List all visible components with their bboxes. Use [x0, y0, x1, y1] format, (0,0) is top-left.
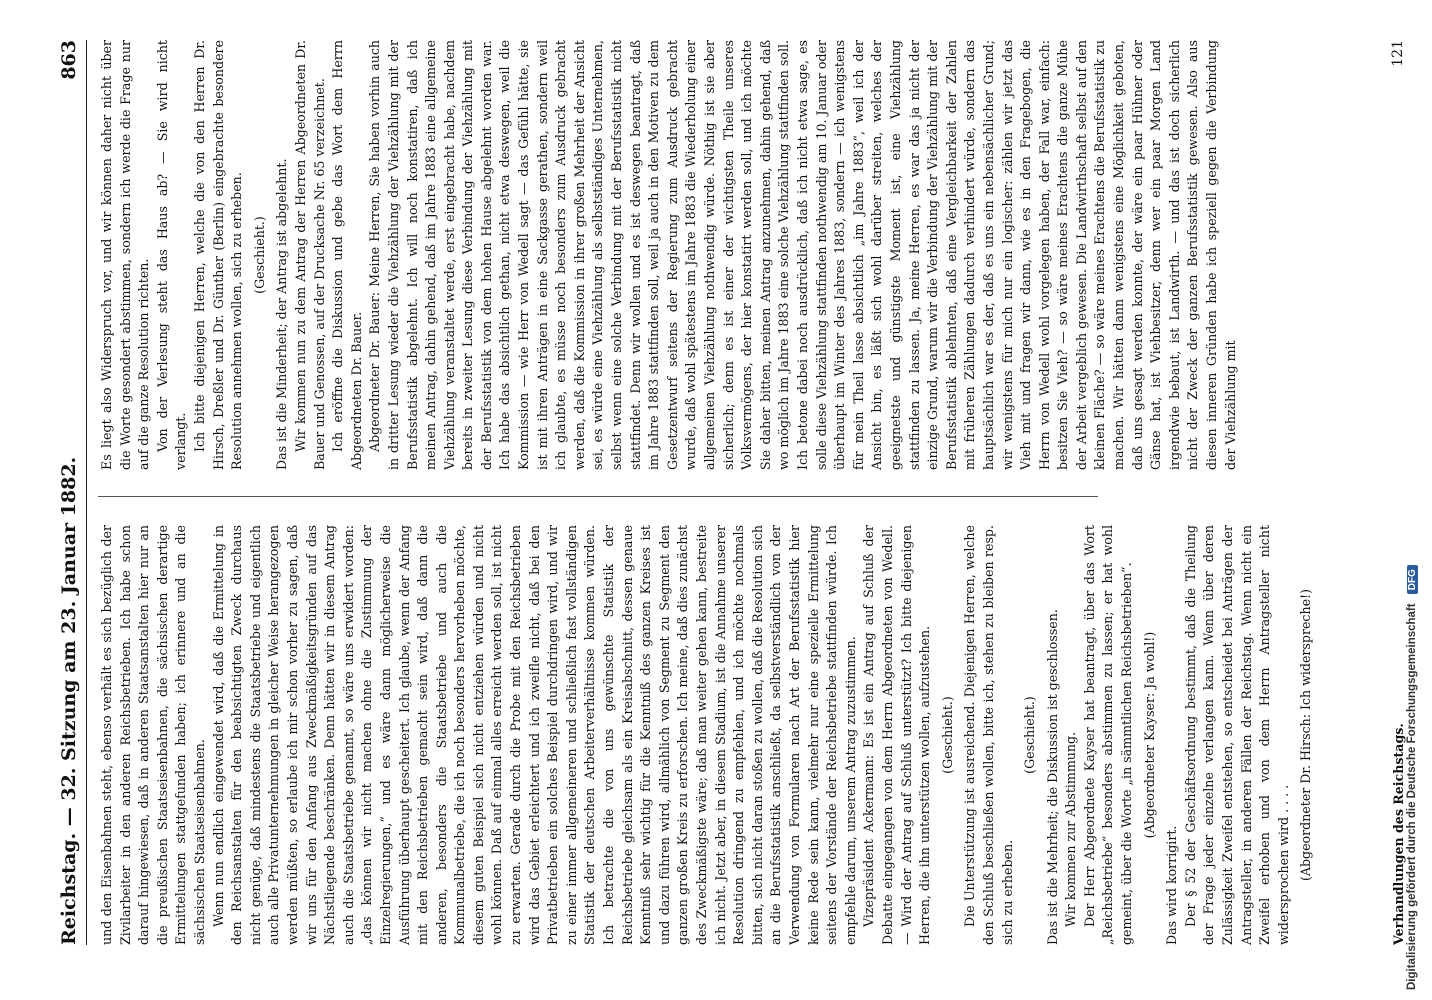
- paragraph: Vizepräsident Ackermann: Es ist ein Antrag auf Schluß der Debatte eingegangen von dem Herrn Abgeordneten von Wedell. — Wird der Antrag auf Schluß unterstützt? Ich bitte diejenigen Herren, die ihn unterstützen wollen, aufzustehen.: [861, 525, 933, 945]
- paragraph: Es liegt also Widerspruch vor, und wir können daher nicht über die Worte gesondert abstimmen, sondern ich werde die Frage nur auf die ganze Resolution richten.: [99, 40, 152, 470]
- stage-direction: (Abgeordneter Kayser: Ja wohl!): [1141, 631, 1157, 839]
- credit-text: Digitalisierung gefördert durch die Deutsche Forschungsgemeinschaft: [1406, 603, 1418, 990]
- page-header: [46, 40, 80, 945]
- right-column: [98, 40, 1408, 470]
- paragraph: Von der Verlesung steht das Haus ab? — Sie wird nicht verlangt.: [154, 40, 189, 470]
- paragraph: Wir kommen nun zu dem Antrag der Herren Abgeordneten Dr. Bauer und Genossen, auf der Drucksache Nr. 65 verzeichnet.: [292, 40, 327, 470]
- stage-direction: (Geschieht.): [251, 216, 267, 294]
- stage-direction: (Geschieht.): [1022, 696, 1038, 774]
- paragraph: Wenn nun endlich eingewendet wird, daß die Ermittelung in den Reichsanstalten für den beabsichtigten Zweck durchaus nicht genüge, daß mindestens die Staatsbetriebe und eigentlich auch alle Privatunternehmungen in gleicher Weise herangezogen werden müßten, so erlaube ich mir schon vorher zu sagen, daß wir uns für den Anfang aus Zweckmäßigkeitsgründen auf das Nächstliegende beschränken. Denn hätten wir in diesem Antrag auch die Staatsbetriebe genannt, so wäre uns erwidert worden: „das können wir nicht machen ohne die Zustimmung der Einzelregierungen,“ und es wäre dann möglicherweise die Ausführung überhaupt gescheitert. Ich glaube, wenn der Anfang mit den Reichsbetrieben gemacht sein wird, daß dann die anderen, besonders die Staatsbetriebe und auch die Kommunalbetriebe, die ich noch besonders hervorheben möchte, diesem guten Beispiel sich nicht entziehen würden und nicht wohl können. Daß auf einmal alles erreicht werden soll, ist nicht zu erwarten. Gerade durch die Probe mit den Reichsbetrieben wird das Gebiet erleichtert und ich zweifle nicht, daß bei den Privatbetrieben ein solches Beispiel durchdringen wird, und wir zu einer immer allgemeineren und schließlich fast vollständigen Statistik der deutschen Arbeiterverhältnisse kommen würden. Ich betrachte die von uns gewünschte Statistik der Reichsbetriebe gleichsam als ein Kreisabschnitt, dessen genaue Kenntniß sehr wichtig für die Kenntniß des ganzen Kreises ist und dazu führen wird, allmählich von Segment zu Segment den ganzen großen Kreis zu erforschen. Ich meine, daß dies zunächst des Zweckmäßigste wäre; daß man weiter gehen kann, bestreite ich nicht. Jetzt aber, in diesem Stadium, ist die Annahme unserer Resolution dringend zu empfehlen, und ich möchte nochmals bitten, sich nicht daran stoßen zu wollen, daß die Resolution sich an die Berufsstatistik anschließt, da selbstverständlich von der Verwendung von Formularen nach Art der Berufsstatistik hier keine Rede sein kann, vielmehr nur eine spezielle Ermittelung seitens der Vorstände der Reichsbetriebe stattfinden würde. Ich empfehle darum, unserem Antrag zuzustimmen.: [210, 525, 858, 945]
- stage-direction: (Abgeordneter Dr. Hirsch: Ich widerspreche!): [1298, 588, 1314, 882]
- column-divider: [98, 496, 1098, 497]
- paragraph: Das ist die Mehrheit; die Diskussion ist geschlossen.: [1044, 609, 1060, 945]
- signature-mark: 121: [1390, 40, 1406, 67]
- paragraph: Der § 52 der Geschäftsordnung bestimmt, daß die Theilung der Frage jeder einzelne verlangen kann. Wenn über deren Zulässigkeit Zweifel entstehen, so entscheidet bei Anträgen der Antragsteller, in anderen Fällen der Reichstag. Wenn nicht ein Zweifel erhoben und von dem Herrn Antragsteller nicht widersprochen wird . . . .: [1182, 525, 1291, 945]
- paragraph: Das ist die Minderheit; der Antrag ist abgelehnt.: [274, 158, 290, 470]
- header-rule: [86, 40, 87, 945]
- paragraph: Der Herr Abgeordnete Kayser hat beantragt, über das Wort „Reichsbetriebe“ besonders abstimmen zu lassen; er hat wohl gemeint, über die Worte „in sämmtlichen Reichsbetrieben“.: [1081, 525, 1135, 945]
- footer-note: Verhandlungen des Reichstags.: [1391, 723, 1406, 945]
- digitization-credit: [1400, 0, 1432, 1000]
- page-number: 863: [58, 40, 80, 80]
- paragraph: Wir kommen zur Abstimmung.: [1063, 731, 1079, 927]
- paragraph: Die Unterstützung ist ausreichend. Diejenigen Herren, welche den Schluß beschließen wollen, bitte ich, stehen zu bleiben resp. sich zu erheben.: [962, 525, 1015, 945]
- left-column: [98, 525, 1408, 945]
- paragraph: Ich bitte diejenigen Herren, welche die von den Herren Dr. Hirsch, Dreßler und Dr. Günther (Berlin) eingebrachte besondere Resolution annehmen wollen, sich zu erheben.: [191, 40, 245, 470]
- paragraph: Das wird korrigirt.: [1164, 825, 1180, 945]
- paragraph: Abgeordneter Dr. Bauer: Meine Herren, Sie haben vorhin auch in dritter Lesung wieder die Viehzählung der Viehzählung mit der Berufsstatistik abgelehnt. Ich will noch konstatiren, daß ich meinen Antrag, dahin gehend, daß im Jahre 1883 eine allgemeine Viehzählung veranstaltet werde, erst eingebracht habe, nachdem bereits in zweiter Lesung diese Verbindung der Viehzählung mit der Berufsstatistik von dem hohen Hause abgelehnt worden war. Ich habe das absichtlich gethan, nicht etwa deswegen, weil die Kommission — wie Herr von Wedell sagt — das Gefühl hätte, sie ist mit ihren Anträgen in eine Sackgasse gerathen, sondern weil ich glaubte, es müsse noch besonders zum Ausdruck gebracht werden, daß die Kommission in ihrer großen Mehrheit der Ansicht sei, es würde eine Viehzählung als selbstständiges Unternehmen, selbst wenn eine solche Verbindung mit der Berufsstatistik nicht stattfindet. Denn wir wollen und es ist deswegen beantragt, daß im Jahre 1883 stattfinden soll, weil ja auch in den Motiven zu dem Gesetzentwurf seitens der Regierung zum Ausdruck gebracht wurde, daß wohl spätestens im Jahre 1883 die Wiederholung einer allgemeinen Viehzählung nothwendig würde. Nöthig ist sie aber sicherlich; denn es ist einer der wichtigsten Theile unseres Volksvermögens, der hier konstatirt werden soll, und ich möchte Sie daher bitten, meinen Antrag anzunehmen, dahin gehend, daß wo möglich im Jahre 1883 eine solche Viehzählung stattfinden soll. Ich betone dabei noch ausdrücklich, daß ich nicht etwa sage, es solle diese Viehzählung stattfinden nothwendig am 10. Januar oder überhaupt im Winter des Jahres 1883, sondern — ich wenigstens für mein Theil lasse absichtlich „im Jahre 1883“, weil ich der Ansicht bin, es läßt sich wohl darüber streiten, welches der geeignetste und günstigste Moment ist, eine Viehzählung stattfinden zu lassen. Ja, meine Herren, es war das ja nicht der einzige Grund, warum wir die Verbindung der Viehzählung mit der Berufsstatistik ablehnten, daß eine Vergleichbarkeit der Zahlen mit früheren Zählungen dadurch verhindert würde, sondern das hauptsächlich war es der, daß es uns ein nebensächlicher Grund; wir wenigstens für mich nur ein logischer: zählen wir jetzt das Vieh mit und fragen wir dann, wie es in den Fragebogen, die Herrn von Wedell wohl vorgelegen haben, der Fall war, einfach: besitzen Sie Vieh? — so wäre meines Erachtens die ganze Mühe der Arbeit vergeblich gewesen. Die Landwirthschaft selbst auf den kleinen Fläche? — so wäre meines Erachtens die Berufsstatistik zu machen. Wir hätten dann wenigstens eine Möglichkeit geboten, daß uns gesagt werden konnte, der wäre ein paar Hühner oder Gänse hat, ist Viehbesitzer, denn wer ein paar Morgen Land irgendwie bebaut, ist Landwirth. — und das ist doch sicherlich nicht der Zweck der ganzen Berufsstatistik gewesen. Also aus diesen inneren Gründen habe ich speziell gegen die Verbindung der Viehzählung mit: [367, 40, 1238, 470]
- dfg-logo: DFG: [1407, 565, 1418, 594]
- running-title: Reichstag. — 32. Sitzung am 23. Januar 1882.: [58, 456, 80, 945]
- paragraph: Ich eröffne die Diskussion und gebe das Wort dem Herrn Abgeordneten Dr. Bauer.: [330, 40, 364, 470]
- paragraph: und den Eisenbahnen steht, ebenso verhält es sich bezüglich der Zivilarbeiter in den anderen Reichsbetrieben. Ich habe schon darauf hingewiesen, daß in anderen Staatsanstalten hier nur an die preußischen Staatseisenbahnen, die sächsischen derartige Ermittelungen stattgefunden haben; ich erinnere und an die sächsischen Staatseisenbahnen.: [99, 525, 207, 945]
- credit-text-wrapper: [1406, 565, 1418, 990]
- stage-direction: (Geschieht.): [939, 696, 955, 774]
